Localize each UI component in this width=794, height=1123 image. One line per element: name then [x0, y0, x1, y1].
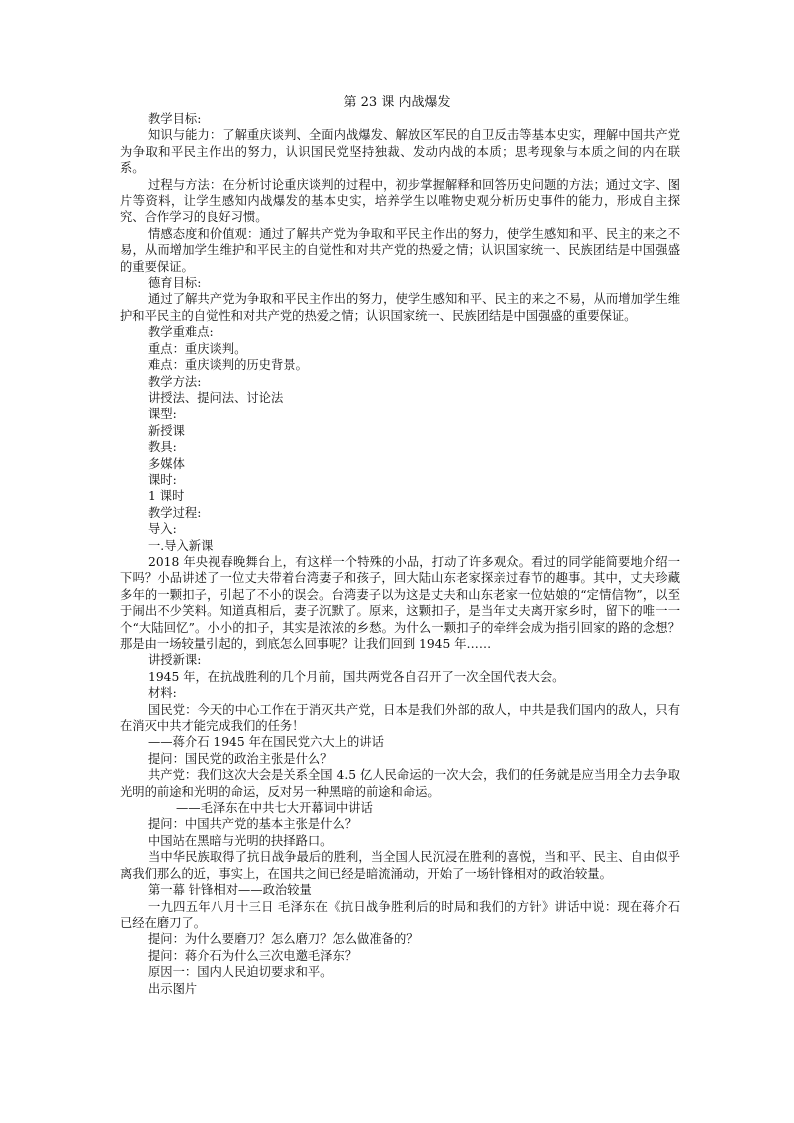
story-paragraph: 2018 年央视春晚舞台上，有这样一个特殊的小品，打动了许多观众。看过的同学能简要地介绍一下吗？小品讲述了一位丈夫带着台湾妻子和孩子，回大陆山东老家探亲过春节的趣事。其中，丈夫珍藏多年的一颗扣子，引起了不小的误会。台湾妻子以为这是丈夫和山东老家一位姑娘的“定情信物”，以至于闹出不少笑料。知道真相后，妻子沉默了。原来，这颗扣子，是当年丈夫离开家乡时，留下的唯一一个“大陆回忆”。小小的扣子，其实是浓浓的乡愁。为什么一颗扣子的牵绊会成为指引回家的路的念想？那是由一场较量引起的，到底怎么回事呢？让我们回到 1945 年…… [120, 554, 680, 651]
question-3: 提问：为什么要磨刀？怎么磨刀？怎么做准备的？ [148, 932, 419, 947]
tools-text: 多媒体 [148, 456, 185, 471]
kmt-source: ——蒋介石 1945 年在国民党六大上的讲话 [148, 735, 384, 750]
material-label: 材料: [148, 686, 177, 701]
intro-label: 导入: [148, 522, 177, 537]
section-heading-1: 一.导入新课 [148, 538, 214, 553]
lessontype-heading: 课型: [148, 407, 177, 422]
question-1: 提问：国民党的政治主张是什么？ [148, 751, 333, 766]
lesson-title: 第 23 课 内战爆发 [343, 95, 451, 110]
show-picture-note: 出示图片 [148, 981, 198, 996]
objective-knowledge: 知识与能力：了解重庆谈判、全面内战爆发、解放区军民的自卫反击等基本史实，理解中国共产党为争取和平民主作出的努力，认识国民党坚持独裁、发动内战的本质；思考现象与本质之间的内在联系。 [120, 128, 680, 176]
question-2: 提问：中国共产党的基本主张是什么？ [148, 817, 358, 832]
process-heading: 教学过程: [148, 505, 202, 520]
hours-heading: 课时: [148, 472, 177, 487]
keypoint-difficult: 难点：重庆谈判的历史背景。 [148, 358, 308, 373]
question-4: 提问：蒋介石为什么三次电邀毛泽东？ [148, 948, 358, 963]
objective-process: 过程与方法：在分析讨论重庆谈判的过程中，初步掌握解释和回答历史问题的方法；通过文字、图片等资料，让学生感知内战爆发的基本史实，培养学生以唯物史观分析历史事件的能力，形成自主探究、合作学习的良好习惯。 [120, 177, 680, 225]
keypoint-key: 重点：重庆谈判。 [148, 341, 247, 356]
mao-quote: 一九四五年八月十三日 毛泽东在《抗日战争胜利后的时局和我们的方针》讲话中说：现在蒋介石已经在磨刀了。 [120, 899, 680, 930]
method-heading: 教学方法: [148, 374, 202, 389]
reason-1: 原因一：国内人民迫切要求和平。 [148, 965, 333, 980]
act-1-heading: 第一幕 针锋相对——政治较量 [148, 883, 312, 898]
congress-paragraph: 1945 年，在抗战胜利的几个月前，国共两党各自召开了一次全国代表大会。 [148, 669, 565, 684]
keypoints-heading: 教学重难点: [148, 325, 214, 340]
new-lesson-label: 讲授新课: [148, 653, 202, 668]
hours-text: 1 课时 [148, 489, 185, 504]
moral-text: 通过了解共产党为争取和平民主作出的努力，使学生感知和平、民主的来之不易，从而增加学生维护和平民主的自觉性和对共产党的热爱之情；认识国家统一、民族团结是中国强盛的重要保证。 [120, 292, 680, 323]
lessontype-text: 新授课 [148, 423, 185, 438]
kmt-quote: 国民党：今天的中心工作在于消灭共产党，日本是我们外部的敌人，中共是我们国内的敌人，只有在消灭中共才能完成我们的任务！ [120, 702, 680, 734]
ccp-quote: 共产党：我们这次大会是关系全国 4.5 亿人民命运的一次大会，我们的任务就是应当用全力去争取光明的前途和光明的命运，反对另一种黑暗的前途和命运。 [120, 768, 680, 799]
objective-attitude: 情感态度和价值观：通过了解共产党为争取和平民主作出的努力，使学生感知和平、民主的来之不易，从而增加学生维护和平民主的自觉性和对共产党的热爱之情；认识国家统一、民族团结是中国强盛的重要保证。 [120, 226, 680, 274]
transition-paragraph: 当中华民族取得了抗日战争最后的胜利，当全国人民沉浸在胜利的喜悦，当和平、民主、自由似乎离我们那么的近，事实上，在国共之间已经是暗流涌动，开始了一场针锋相对的政治较量。 [120, 850, 680, 881]
crossroads-text: 中国站在黑暗与光明的抉择路口。 [148, 833, 333, 848]
method-text: 讲授法、提问法、讨论法 [148, 390, 284, 405]
moral-heading: 德育目标: [148, 276, 202, 291]
lesson-body [120, 111, 680, 997]
ccp-source: ——毛泽东在中共七大开幕词中讲话 [176, 801, 373, 816]
tools-heading: 教具: [148, 440, 177, 455]
objectives-heading: 教学目标: [148, 112, 202, 126]
